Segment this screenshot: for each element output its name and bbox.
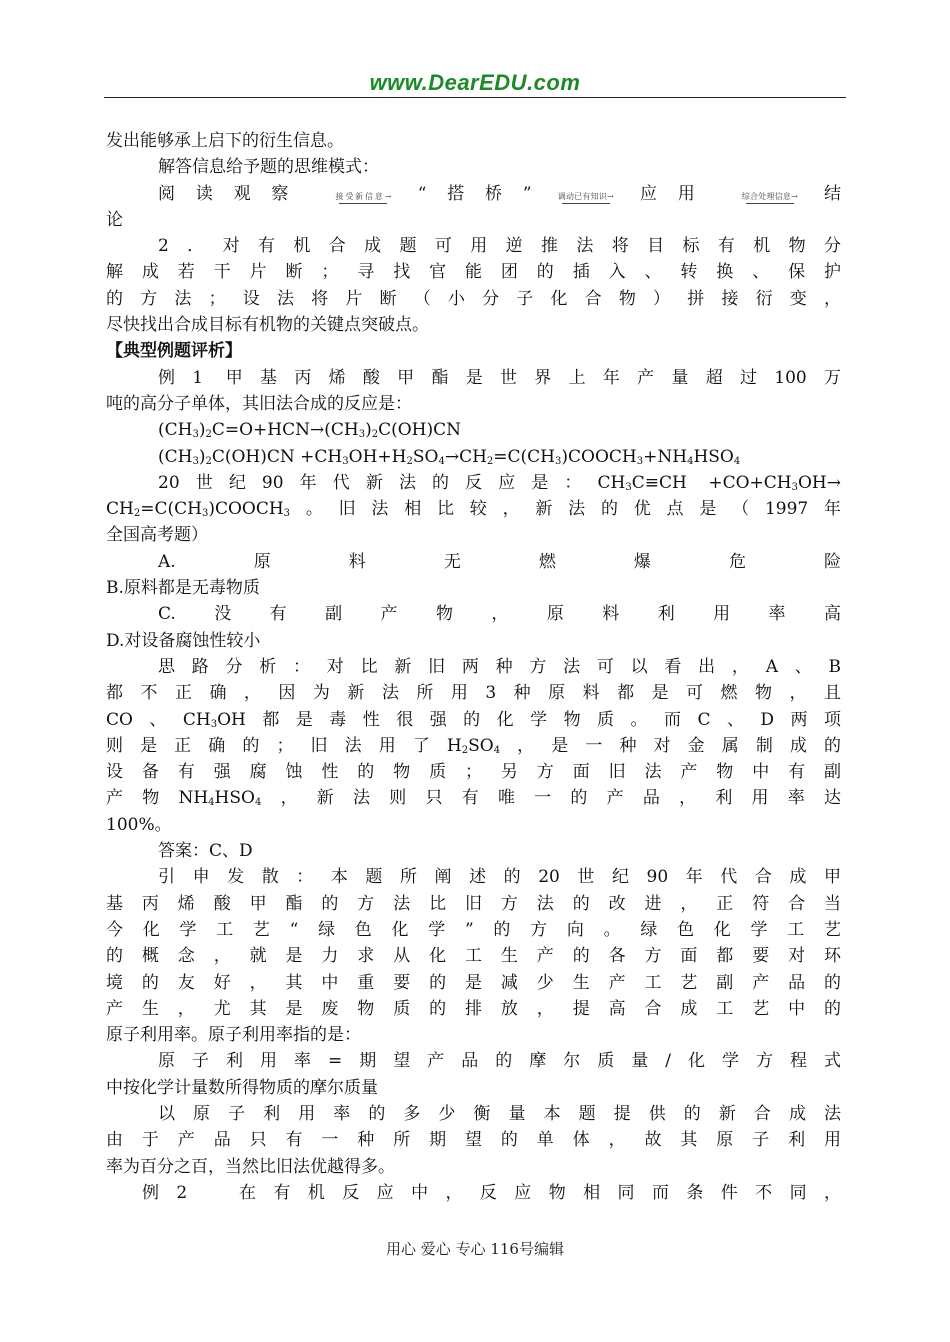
- text-line: D.对设备腐蚀性较小: [106, 630, 261, 651]
- text-line: 【典型例题评析】: [106, 341, 242, 362]
- text-line: 基丙烯酸甲酯的方法比旧方法的改进，正符合当: [106, 893, 841, 914]
- text-line: 则是正确的；旧法用了$H_2SO_4$，是一种对金属制成的: [106, 735, 841, 756]
- flow-arrow-label: 综合处理信息→: [742, 184, 798, 207]
- text-line: 原子利用率=期望产品的摩尔质量/化学方程式: [158, 1051, 841, 1072]
- flow-step: 阅读观察: [158, 183, 310, 204]
- text-line: 例1 甲基丙烯酸甲酯是世界上年产量超过100万: [158, 367, 841, 388]
- text-line: 吨的高分子单体，其旧法合成的反应是：: [106, 393, 412, 414]
- text-line: 尽快找出合成目标有机物的关键点突破点。: [106, 315, 429, 336]
- text-line: 由于产品只有一种所期望的单体，故其原子利用: [106, 1130, 841, 1151]
- text-line: 的方法；设法将片断（小分子化合物）拼接衍变，: [106, 288, 841, 309]
- text-line: 产生，尤其是废物质的排放，提高合成工艺中的: [106, 998, 841, 1019]
- text-line: 2．对有机合成题可用逆推法将目标有机物分: [158, 236, 841, 257]
- text-line: 产物$NH_4HSO_4$，新法则只有唯一的产品，利用率达: [106, 788, 841, 809]
- document-body: [106, 128, 841, 1206]
- text-line: 例2 在有机反应中，反应物相同而条件不同，: [142, 1182, 841, 1203]
- text-line: 发出能够承上启下的衍生信息。: [106, 131, 344, 151]
- text-line: 的概念，就是力求从化工生产的各方面都要对环: [106, 946, 841, 967]
- site-logo-text: www.DearEDU.com: [369, 70, 581, 95]
- text-line: 解答信息给予题的思维模式：: [158, 157, 379, 178]
- text-line: 率为百分之百，当然比旧法优越得多。: [106, 1156, 395, 1177]
- text-line: 100%。: [106, 814, 172, 835]
- flow-step: “搭桥”: [417, 183, 532, 204]
- flow-arrow-label: 接受新信息→: [335, 184, 391, 207]
- text-line: 答案：C、D: [158, 841, 253, 862]
- text-line: 中按化学计量数所得物质的摩尔质量: [106, 1077, 378, 1098]
- text-line: 设备有强腐蚀性的物质；另方面旧法产物中有副: [106, 762, 841, 783]
- text-line: $(CH_3)_2C=O+HCN\to(CH_3)_2C(OH)CN$: [158, 420, 462, 441]
- flow-arrow-label: 调动已有知识→: [558, 184, 614, 207]
- text-line: 境的友好，其中重要的是减少生产工艺副产品的: [106, 972, 841, 993]
- text-line: 今化学工艺“绿色化学”的方向。绿色化学工艺: [106, 919, 841, 940]
- text-line: $CH_2=C(CH_3)COOCH_3$。旧法相比较，新法的优点是（1997年: [106, 499, 841, 520]
- flow-step: 应用: [639, 183, 716, 204]
- text-line: 以原子利用率的多少衡量本题提供的新合成法: [158, 1103, 841, 1124]
- page-footer: 用心 爱心 专心 116号编辑: [386, 1240, 564, 1258]
- flow-step: 结: [824, 183, 841, 204]
- text-line: 都不正确，因为新法所用3种原料都是可燃物，且: [106, 683, 841, 704]
- text-line: 解成若干片断；寻找官能团的插入、转换、保护: [106, 262, 841, 283]
- text-line: 思路分析：对比新旧两种方法可以看出，A、B: [158, 656, 841, 677]
- header-rule: [104, 97, 846, 98]
- text-line: CO、$CH_3OH$都是毒性很强的化学物质。而C、D两项: [106, 709, 841, 730]
- page-header: [104, 64, 846, 104]
- text-line: 全国高考题）: [106, 525, 208, 546]
- text-line: 论: [106, 209, 123, 230]
- text-line: [106, 181, 841, 207]
- text-line: C.没有副产物，原料利用率高: [158, 604, 841, 625]
- text-line: 20世纪90年代新法的反应是：$CH_3C\equiv CH +CO+CH_3OH\to$: [158, 472, 841, 493]
- text-line: 引申发散：本题所阐述的20世纪90年代合成甲: [158, 867, 841, 888]
- text-line: $(CH_3)_2C(OH)CN$ $+CH_3OH+H_2SO_4\to CH_2=C(CH_3)COOCH_3+NH_4HSO_4$: [158, 446, 741, 467]
- text-line: B.原料都是无毒物质: [106, 578, 260, 599]
- text-line: 原子利用率。原子利用率指的是：: [106, 1025, 361, 1046]
- text-line: A.原料无燃爆危险: [158, 551, 841, 572]
